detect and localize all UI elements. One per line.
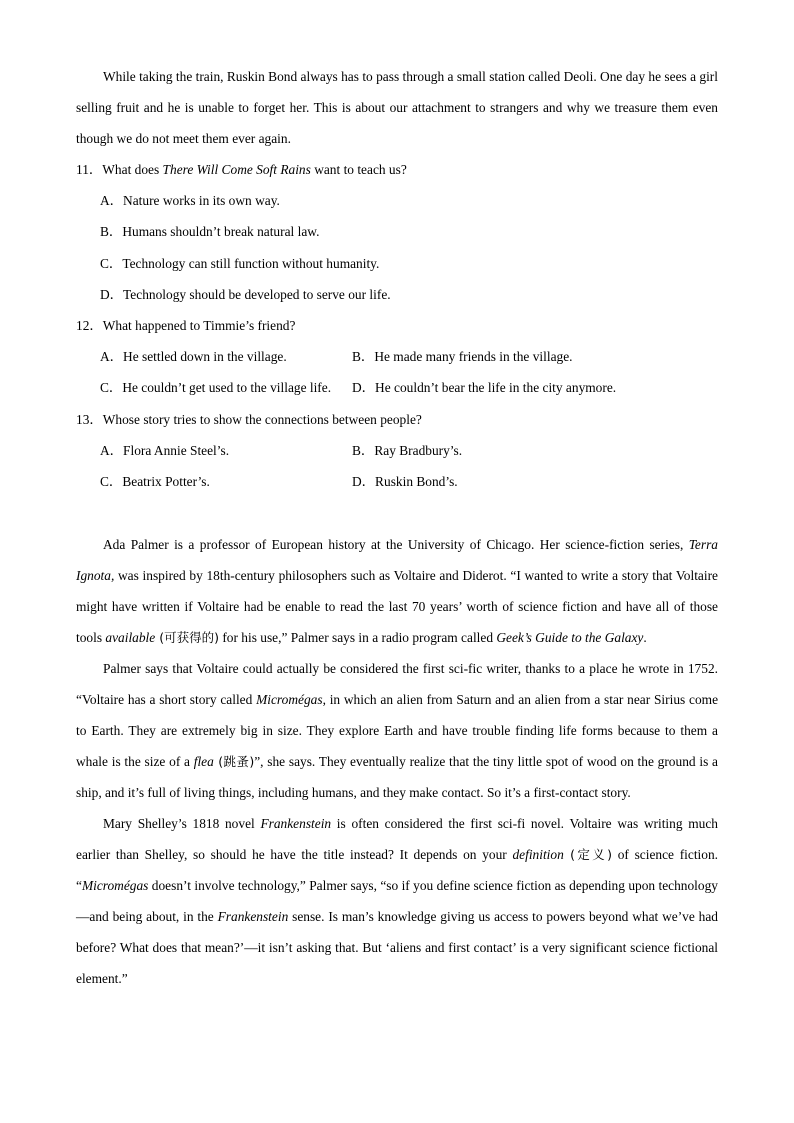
q11-option-c: C．Technology can still function without humanity. [100,256,380,271]
passage-c-conclusion [76,61,718,154]
q13-option-a: A．Flora Annie Steel’s. [100,443,230,458]
paragraph-3: Mary Shelley’s 1818 novel Frankenstein is often considered the first sci-fi novel. Voltaire was writing much earlier than Shelley, so should he have the title instead? It depends on your definition (定义) of science fiction. “Micromégas doesn’t involve technology,” Palmer says, “so if you define science fiction as depending upon technology—and being about, in the Frankenstein sense. Is man’s knowledge giving us access to powers beyond what we’ve had before? What does that mean?’—it isn’t asking that. But ‘aliens and first contact’ is a very significant science fictional element.” [76,816,718,986]
q12-option-d: D．He couldn’t bear the life in the city anymore. [352,380,617,395]
q13-option-d: D．Ruskin Bond’s. [352,474,458,489]
book-title: There Will Come Soft Rains [162,162,311,177]
paragraph-1: Ada Palmer is a professor of European history at the University of Chicago. Her science-fiction series, Terra Ignota, was inspired by 18th-century philosophers such as Voltaire and Diderot. “I wanted to write a story that Voltaire might have written if Voltaire had be enable to read the last 70 years’ worth of science fiction and have all of those tools available (可获得的) for his use,” Palmer says in a radio program called Geek’s Guide to the Galaxy. [76,537,718,645]
chinese-gloss: (可获得的) [155,630,219,645]
paragraph-2: Palmer says that Voltaire could actually be considered the first sci-fic writer, thanks to a place he wrote in 1752. “Voltaire has a short story called Micromégas, in which an alien from Saturn and an alien from a star near Sirius come to Earth. They are extremely big in size. They explore Earth and have trouble finding life forms because to them a whale is the size of a flea (跳蚤)”, she says. They eventually realize that the tiny little spot of wood on the ground is a ship, and it’s full of living things, including humans, and they make contact. So it’s a first-contact story. [76,661,719,800]
chinese-gloss: (跳蚤) [213,754,255,769]
q12-option-b: B．He made many friends in the village. [352,349,573,364]
paragraph: While taking the train, Ruskin Bond always has to pass through a small station called Deoli. One day he sees a girl selling fruit and he is unable to forget her. This is about our attachment to strangers and why we treasure them even though we do not meet them ever again. [76,69,718,146]
q11-option-b: B．Humans shouldn’t break natural law. [100,224,320,239]
q12-option-a: A．He settled down in the village. [100,349,287,364]
passage-d [76,529,718,994]
question-12: 12．What happened to Timmie’s friend? [76,318,296,333]
q11-option-a: A．Nature works in its own way. [100,193,280,208]
q13-option-c: C．Beatrix Potter’s. [100,474,210,489]
question-13: 13．Whose story tries to show the connections between people? [76,412,422,427]
q12-option-c: C．He couldn’t get used to the village life. [100,380,332,395]
q11-option-d: D．Technology should be developed to serve our life. [100,287,391,302]
program-title: Geek’s Guide to the Galaxy [496,630,644,645]
q13-option-b: B．Ray Bradbury’s. [352,443,463,458]
chinese-gloss: (定义) [563,847,612,862]
question-11: 11．What does There Will Come Soft Rains want to teach us? [76,162,407,177]
